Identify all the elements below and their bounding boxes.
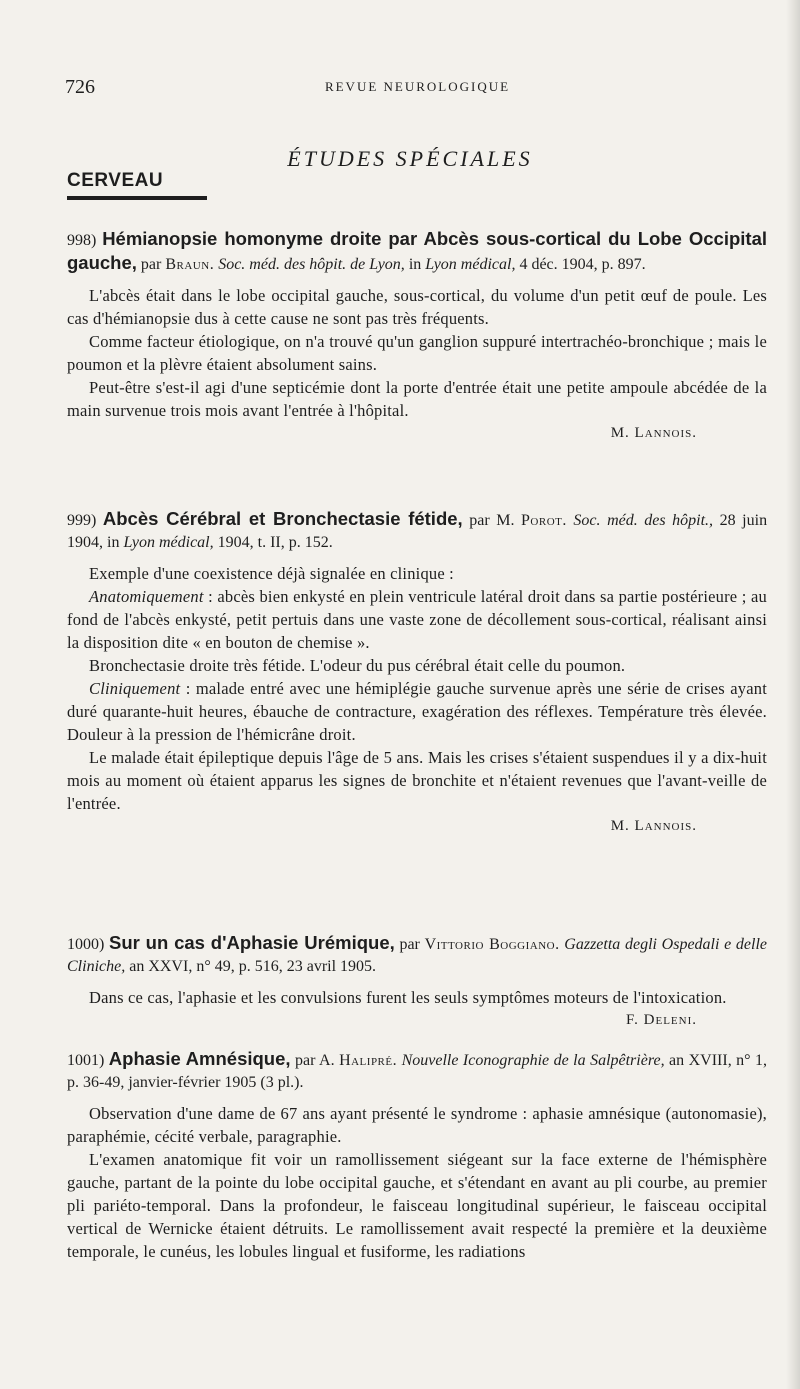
paragraph xyxy=(67,585,767,654)
article-source-2: Lyon médical, xyxy=(425,256,516,273)
article-heading xyxy=(67,508,767,554)
paragraph xyxy=(67,677,767,746)
article-date-2: 1904, t. II, p. 152. xyxy=(217,534,333,551)
paragraph-label: Cliniquement xyxy=(89,679,181,698)
subsection-rule xyxy=(67,196,207,200)
article-by: par M. xyxy=(469,512,515,529)
article-signature: F. Deleni. xyxy=(626,1012,697,1028)
article-author: Vittorio Boggiano. xyxy=(424,936,560,953)
paragraph: Observation d'une dame de 67 ans ayant présenté le syndrome : aphasie amnésique (autonomasie), paraphémie, cécité verbale, paragraphie. xyxy=(67,1104,767,1146)
paragraph-text: : abcès bien enkysté en plein ventricule latéral droit dans sa partie postérieure ; au fond de l'abcès enkysté, petit pertuis dans une vaste zone de décollement sous-cortical, réalisant ainsi la disposition dite « en bouton de chemise ». xyxy=(67,587,767,652)
article-heading xyxy=(67,228,767,276)
subsection-title: CERVEAU xyxy=(67,170,164,191)
article-body xyxy=(67,1102,767,1263)
paragraph: Dans ce cas, l'aphasie et les convulsions furent les seuls symptômes moteurs de l'intoxication. xyxy=(89,988,727,1007)
article-1001 xyxy=(67,1048,767,1263)
article-signature: M. Lannois. xyxy=(610,818,697,834)
paragraph: Le malade était épileptique depuis l'âge de 5 ans. Mais les crises s'étaient suspendues il y a dix-huit mois au moment où étaient apparus les signes de bronchite et n'étaient revenues que l'avant-veille de l'entrée. xyxy=(67,748,767,813)
section-title: ÉTUDES SPÉCIALES xyxy=(287,146,533,171)
article-number: 1001) xyxy=(67,1052,105,1069)
page-edge-shadow xyxy=(786,0,800,1389)
article-signature: M. Lannois. xyxy=(610,425,697,441)
paragraph: Exemple d'une coexistence déjà signalée en clinique : xyxy=(89,564,454,583)
paragraph: Comme facteur étiologique, on n'a trouvé qu'un ganglion suppuré intertrachéo-bronchique ; mais le poumon et la plèvre étaient absolument sains. xyxy=(67,332,767,374)
page-number: 726 xyxy=(65,76,95,98)
article-title: Sur un cas d'Aphasie Urémique, xyxy=(109,932,395,953)
article-source-2: Lyon médical, xyxy=(123,534,214,551)
article-date: an XXVI, n° 49, p. 516, 23 avril 1905. xyxy=(129,958,377,975)
paragraph-label: Anatomiquement xyxy=(89,587,204,606)
article-author: Porot. xyxy=(521,512,567,529)
running-head: REVUE NEUROLOGIQUE xyxy=(324,79,511,94)
article-by: par xyxy=(140,256,162,273)
article-number: 1000) xyxy=(67,936,105,953)
article-999 xyxy=(67,508,767,837)
article-title: Aphasie Amnésique, xyxy=(108,1048,291,1069)
article-source: Nouvelle Iconographie de la Salpêtrière, xyxy=(401,1052,665,1069)
article-1000 xyxy=(67,932,767,1031)
paragraph: L'examen anatomique fit voir un ramollissement siégeant sur la face externe de l'hémisphère gauche, partant de la pointe du lobe occipital gauche, et s'étendant en avant au pli courbe, au premier pli pariéto-temporal. Dans la profondeur, le faisceau longitudinal supérieur, le faisceau occipital vertical de Wernicke étaient détruits. Le ramollissement avait respecté la première et la deuxième temporale, le cunéus, les lobules lingual et fusiforme, les radiations xyxy=(67,1150,767,1261)
article-date: an XVIII, n° 1, p. 36-49, janvier-février 1905 (3 pl.). xyxy=(67,1052,768,1091)
article-by: par xyxy=(399,936,420,953)
paragraph: L'abcès était dans le lobe occipital gauche, sous-cortical, du volume d'un petit œuf de poule. Les cas d'hémianopsie dus à cette cause ne sont pas très fréquents. xyxy=(67,286,767,328)
article-source-prefix: in xyxy=(408,256,422,273)
article-author: Braun. xyxy=(165,256,215,273)
paragraph: Peut-être s'est-il agi d'une septicémie dont la porte d'entrée était une petite ampoule abcédée de la main survenue trois mois avant l'entrée à l'hôpital. xyxy=(67,378,767,420)
article-source-prefix: in xyxy=(107,534,120,551)
article-source: Soc. méd. des hôpit., xyxy=(573,512,714,529)
article-998 xyxy=(67,228,767,444)
article-source: Soc. méd. des hôpit. de Lyon, xyxy=(218,256,405,273)
article-number: 999) xyxy=(67,512,97,529)
paragraph-text: : malade entré avec une hémiplégie gauche survenue après une série de crises ayant duré quarante-huit heures, ébauche de contracture, exagération des réflexes. Température très élevée. Douleur à la pression de l'hémicrâne droit. xyxy=(67,679,767,744)
article-heading xyxy=(67,932,767,978)
article-title: Abcès Cérébral et Bronchectasie fétide, xyxy=(102,508,463,529)
article-date: 28 juin 1904, xyxy=(67,512,768,551)
article-body xyxy=(67,986,767,1009)
article-body xyxy=(67,284,767,422)
page-header xyxy=(65,76,770,98)
article-heading xyxy=(67,1048,767,1094)
article-title: Hémianopsie homonyme droite par Abcès sous-cortical du Lobe Occipital gauche, xyxy=(67,228,768,273)
article-source: Gazzetta degli Ospedali e delle Cliniche, xyxy=(67,936,767,975)
article-body xyxy=(67,562,767,815)
article-by: par A. xyxy=(295,1052,335,1069)
article-number: 998) xyxy=(67,232,97,249)
article-author: Halipré. xyxy=(339,1052,398,1069)
article-date: 4 déc. 1904, p. 897. xyxy=(519,256,646,273)
paragraph: Bronchectasie droite très fétide. L'odeur du pus cérébral était celle du poumon. xyxy=(89,656,626,675)
